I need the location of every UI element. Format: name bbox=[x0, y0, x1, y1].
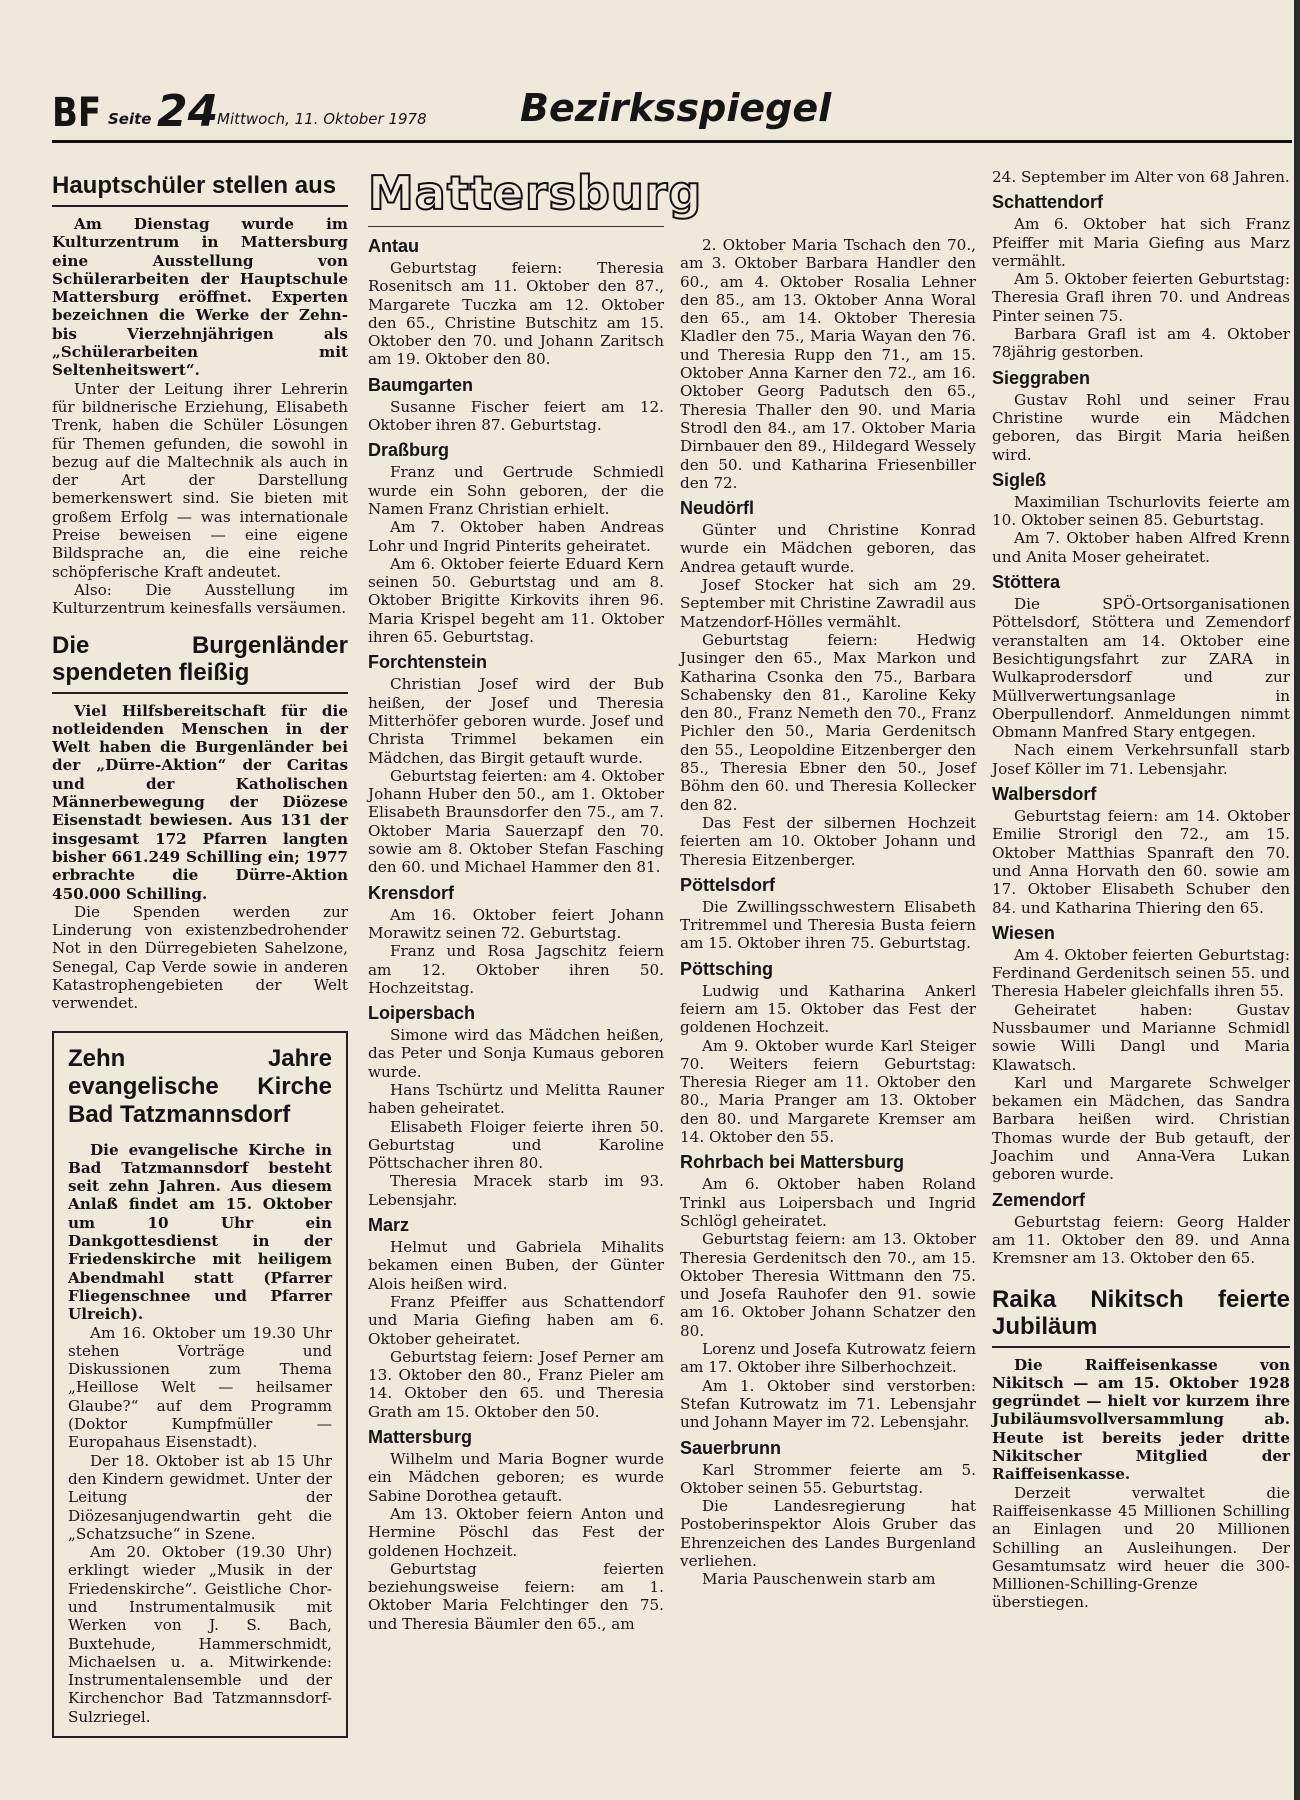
place-heading: Sauerbrunn bbox=[680, 1437, 782, 1458]
news-item: Am 6. Oktober feierte Eduard Kern seinen 50. Geburtstag und am 8. Oktober Brigitte Kirkovits ihren 96. Maria Krispel begeht am 11. Oktober ihren 65. Geburtstag. bbox=[368, 554, 664, 647]
place-heading: Sigleß bbox=[992, 469, 1047, 490]
news-item: Die Landesregierung hat Postoberinspektor Alois Gruber das Ehrenzeichen des Landes Burgenland verliehen. bbox=[680, 1497, 976, 1570]
headline-raika: Raika Nikitsch feierte Jubiläum bbox=[992, 1285, 1290, 1340]
news-item: Geburtstag feiern: am 13. Oktober Theresia Gerdenitsch den 70., am 15. Oktober Theresia Wittmann den 75. und Josefa Rauhofer den 91. sowie am 16. Oktober Johann Schatzer den 80. bbox=[680, 1230, 976, 1340]
news-item: Wilhelm und Maria Bogner wurde ein Mädchen geboren; es wurde Sabine Dorothea getauft. bbox=[368, 1450, 664, 1505]
news-item: Die Zwillingsschwestern Elisabeth Tritremmel und Theresia Busta feiern am 15. Oktober ihren 75. Geburtstag. bbox=[680, 897, 976, 953]
place-heading: Zemendorf bbox=[992, 1189, 1086, 1210]
header-rule bbox=[52, 140, 1292, 143]
article-lead: Am Dienstag wurde im Kulturzentrum in Mattersburg eine Ausstellung von Schülerarbeiten der Hauptschule Mattersburg eröffnet. Experten bezeichnen die Werke der Zehn- bis Vierzehnjährigen als „Schülerarbeiten mit Seltenheitswert“. bbox=[52, 215, 348, 380]
place-heading: Stöttera bbox=[992, 572, 1061, 593]
news-item: Barbara Grafl ist am 4. Oktober 78jährig gestorben. bbox=[992, 325, 1290, 362]
news-item: Helmut und Gabriela Mihalits bekamen einen Buben, der Günter Alois heißen wird. bbox=[368, 1238, 664, 1293]
news-item: Lorenz und Josefa Kutrowatz feiern am 17. Oktober ihre Silberhochzeit. bbox=[680, 1340, 976, 1377]
article-paragraph: Also: Die Ausstellung im Kulturzentrum keinesfalls versäumen. bbox=[52, 580, 348, 618]
headline-rule bbox=[52, 205, 348, 207]
article-lead: Die evangelische Kirche in Bad Tatzmannsdorf besteht seit zehn Jahren. Aus diesem Anlaß findet am 15. Oktober um 10 Uhr ein Dankgottesdienst in der Friedenskirche mit heiligem Abendmahl statt (Pfarrer Fliegenschnee und Pfarrer Ulreich). bbox=[68, 1140, 332, 1324]
news-item: Am 6. Oktober haben Roland Trinkl aus Loipersbach und Ingrid Schlögl geheiratet. bbox=[680, 1175, 976, 1230]
place-heading: Marz bbox=[368, 1215, 410, 1236]
page-header bbox=[52, 82, 1292, 146]
headline-burgenlaender: Die Burgenländer spendeten fleißig bbox=[52, 631, 348, 686]
article-paragraph: Am 16. Oktober um 19.30 Uhr stehen Vorträge und Diskussionen zum Thema „Heillose Welt — heilsamer Glaube?“ auf dem Programm (Doktor Kumpfmüller — Europahaus Eisenstadt). bbox=[68, 1323, 332, 1452]
news-item: Geburtstag feiern: Josef Perner am 13. Oktober den 80., Franz Pieler am 14. Oktober den 65. und Theresia Grath am 15. Oktober den 50. bbox=[368, 1347, 664, 1421]
news-item: Am 16. Oktober feiert Johann Morawitz seinen 72. Geburtstag. bbox=[368, 905, 664, 942]
news-item: Am 7. Oktober haben Alfred Krenn und Anita Moser geheiratet. bbox=[992, 529, 1290, 566]
news-item: Am 9. Oktober wurde Karl Steiger 70. Weiters feiern Geburtstag: Theresia Rieger am 11. Oktober den 80., Maria Pranger am 13. Oktober den 80. und Margarete Kremser am 14. Oktober den 55. bbox=[680, 1036, 976, 1147]
news-item: Christian Josef wird der Bub heißen, der Josef und Theresia Mitterhöfer geboren wurde. Josef und Christa Trimmel bekamen ein Mädchen, das Birgit getauft wurde. bbox=[368, 675, 664, 767]
news-item: Am 13. Oktober feiern Anton und Hermine Pöschl das Fest der goldenen Hochzeit. bbox=[368, 1504, 664, 1560]
article-lead: Die Raiffeisenkasse von Nikitsch — am 15. Oktober 1928 gegründet — hielt vor kurzem ihre Jubiläumsvollversammlung ab. Heute ist bereits jeder dritte Nikitscher Mitglied der Raiffeisenkasse. bbox=[992, 1355, 1290, 1484]
place-heading: Baumgarten bbox=[368, 374, 474, 395]
column-2 bbox=[368, 166, 703, 1633]
news-item: Franz Pfeiffer aus Schattendorf und Maria Giefing haben am 6. Oktober geheiratet. bbox=[368, 1292, 664, 1348]
news-item: Geburtstag feierten beziehungsweise feiern: am 1. Oktober Maria Felchtinger den 75. und Theresia Bäumler den 65., am bbox=[368, 1559, 664, 1633]
place-heading: Schattendorf bbox=[992, 192, 1104, 213]
article-lead: Viel Hilfsbereitschaft für die notleidenden Menschen in der Welt haben die Burgenländer bei der „Dürre-Aktion“ der Caritas und der Katholischen Männerbewegung der Diözese Eisenstadt bewiesen. Aus 131 der insgesamt 172 Pfarren langten bisher 661.249 Schilling ein; 1977 erbrachte die Dürre-Aktion 450.000 Schilling. bbox=[52, 701, 348, 903]
news-item: Geburtstag feiern: Georg Halder am 11. Oktober den 89. und Anna Kremsner am 13. Oktober den 65. bbox=[992, 1212, 1290, 1268]
news-item: Josef Stocker hat sich am 29. September mit Christine Zawradil aus Matzendorf-Hölles vermählt. bbox=[680, 576, 976, 631]
news-item: Geburtstag feierten: am 4. Oktober Johann Huber den 50., am 1. Oktober Elisabeth Braunsdorfer den 75., am 7. Oktober Maria Sauerzapf den 70. sowie am 8. Oktober Stefan Fasching den 60. und Michael Hammer den 81. bbox=[368, 766, 664, 877]
news-item: Geburtstag feiern: Hedwig Jusinger den 65., Max Markon und Katharina Csonka den 75., Barbara Schabensky den 81., Karoline Keky den 80., Franz Nemeth den 70., Franz Pichler den 50., Maria Gerdenitsch den 55., Leopoldine Eitzenberger den 85., Theresia Ebner den 50., Josef Böhm den 60. und Theresia Kollecker den 82. bbox=[680, 630, 976, 814]
news-item: Simone wird das Mädchen heißen, das Peter und Sonja Kumaus geboren wurde. bbox=[368, 1026, 664, 1081]
headline-hauptschueler: Hauptschüler stellen aus bbox=[52, 172, 337, 199]
page-label: Seite bbox=[108, 110, 152, 128]
news-item: Am 7. Oktober haben Andreas Lohr und Ingrid Pinterits geheiratet. bbox=[368, 518, 664, 555]
news-item: Am 4. Oktober feierten Geburtstag: Ferdinand Gerdenitsch seinen 55. und Theresia Habeler gleichfalls ihren 55. bbox=[992, 945, 1290, 1001]
place-heading: Loipersbach bbox=[368, 1003, 476, 1024]
news-item: Ludwig und Katharina Ankerl feiern am 15. Oktober das Fest der goldenen Hochzeit. bbox=[680, 981, 976, 1037]
news-item: Am 5. Oktober feierten Geburtstag: Theresia Grafl ihren 70. und Andreas Pinter seinen 75. bbox=[992, 270, 1290, 325]
issue-date: Mittwoch, 11. Oktober 1978 bbox=[217, 110, 427, 128]
masthead-rule bbox=[368, 226, 664, 227]
news-item: Geburtstag feiern: am 14. Oktober Emilie Strorigl den 72., am 15. Oktober Matthias Spanraft den 70. und Anna Horvath den 60. sowie am 17. Oktober Elisabeth Schuber den 84. und Katharina Thiering den 65. bbox=[992, 807, 1290, 917]
news-item: Das Fest der silbernen Hochzeit feierten am 10. Oktober Johann und Theresia Eitzenberger. bbox=[680, 813, 976, 869]
place-heading: Pöttelsdorf bbox=[680, 874, 776, 895]
column-3 bbox=[680, 236, 976, 1589]
news-item: Elisabeth Floiger feierte ihren 50. Geburtstag und Karoline Pöttschacher ihren 80. bbox=[368, 1117, 664, 1173]
news-item: 2. Oktober Maria Tschach den 70., am 3. Oktober Barbara Handler den 60., am 4. Oktober Rosalia Lehner den 85., am 13. Oktober Anna Woral den 65., am 14. Oktober Theresia Kladler den 75., Maria Wayan den 76. und Theresia Rupp den 71., am 15. Oktober Anna Karner den 72., am 16. Oktober Georg Padutsch den 65., Theresia Thaller den 90. und Maria Strodl den 84., am 17. Oktober Maria Dirnbauer den 89., Hildegard Wessely den 50. und Katharina Friesenbiller den 72. bbox=[680, 236, 976, 492]
news-item: Hans Tschürtz und Melitta Rauner haben geheiratet. bbox=[368, 1080, 664, 1118]
news-item: Gustav Rohl und seiner Frau Christine wurde ein Mädchen geboren, das Birgit Maria heißen wird. bbox=[992, 390, 1290, 464]
news-item: Geburtstag feiern: Theresia Rosenitsch am 11. Oktober den 87., Margarete Tuczka am 12. Oktober den 65., Christine Butschitz am 15. Oktober den 70. und Johann Zaritsch am 19. Oktober den 80. bbox=[368, 259, 664, 369]
article-paragraph: Am 20. Oktober (19.30 Uhr) erklingt wieder „Musik in der Friedenskirche“. Geistliche Chor- und Instrumentalmusik mit Werken von J. S. Bach, Buxtehude, Hammerschmidt, Michaelsen u. a. Mitwirkende: Instrumentalensemble und der Kirchenchor Bad Tatzmannsdorf-Sulzriegel. bbox=[68, 1543, 332, 1726]
masthead-mattersburg: Mattersburg bbox=[368, 166, 703, 220]
headline-rule bbox=[992, 1346, 1290, 1348]
place-heading: Mattersburg bbox=[368, 1427, 473, 1448]
column-4 bbox=[992, 168, 1290, 1612]
headline-evangelische-kirche: Zehn Jahre evangelische Kirche Bad Tatzmannsdorf bbox=[68, 1044, 332, 1128]
column-1 bbox=[52, 168, 348, 1738]
news-item: Karl Strommer feierte am 5. Oktober seinen 55. Geburtstag. bbox=[680, 1460, 976, 1497]
news-item: Am 1. Oktober sind verstorben: Stefan Kutrowatz im 71. Lebensjahr und Johann Mayer im 72. Lebensjahr. bbox=[680, 1376, 976, 1432]
news-item: Maximilian Tschurlovits feierte am 10. Oktober seinen 85. Geburtstag. bbox=[992, 492, 1290, 530]
headline-rule bbox=[52, 692, 348, 694]
news-item: Am 6. Oktober hat sich Franz Pfeiffer mit Maria Giefing aus Marz vermählt. bbox=[992, 215, 1290, 270]
place-heading: Draßburg bbox=[368, 440, 449, 461]
news-item: Geheiratet haben: Gustav Nussbaumer und Marianne Schmidl sowie Willi Dangl und Maria Klawatsch. bbox=[992, 1000, 1290, 1074]
news-item: Karl und Margarete Schwelger bekamen ein Mädchen, das Sandra Barbara heißen wird. Christian Thomas wurde der Bub getauft, der Joachim und Anna-Vera Lukan geboren wurde. bbox=[992, 1073, 1290, 1184]
place-heading: Neudörfl bbox=[680, 498, 754, 519]
place-heading: Antau bbox=[368, 236, 419, 256]
newspaper-logo: BF bbox=[52, 90, 102, 136]
news-item: Die SPÖ-Ortsorganisationen Pöttelsdorf, Stöttera und Zemendorf veranstalten am 14. Oktober eine Besichtigungsfahrt zur ZARA in Wulkaprodersdorf und zur Müllverwertungsanlage in Oberpullendorf. Anmeldungen nimmt Obmann Manfred Stary entgegen. bbox=[992, 595, 1290, 742]
boxed-article bbox=[52, 1031, 348, 1739]
place-heading: Walbersdorf bbox=[992, 784, 1097, 805]
news-item: Franz und Rosa Jagschitz feiern am 12. Oktober ihren 50. Hochzeitstag. bbox=[368, 942, 664, 997]
news-item: Franz und Gertrude Schmiedl wurde ein Sohn geboren, der die Namen Franz Christian erhielt. bbox=[368, 463, 664, 518]
place-heading: Krensdorf bbox=[368, 882, 455, 903]
article-paragraph: Derzeit verwaltet die Raiffeisenkasse 45 Millionen Schilling an Einlagen und 20 Millionen Schilling an Ausleihungen. Der Gesamtumsatz wird heuer die 300-Millionen-Schilling-Grenze überstiegen. bbox=[992, 1483, 1290, 1612]
article-paragraph: Der 18. Oktober ist ab 15 Uhr den Kindern gewidmet. Unter der Leitung der Diözesanjugendwartin geht die „Schatzsuche“ in Szene. bbox=[68, 1451, 332, 1543]
place-heading: Wiesen bbox=[992, 922, 1055, 943]
news-item: Nach einem Verkehrsunfall starb Josef Köller im 71. Lebensjahr. bbox=[992, 741, 1290, 778]
news-item: Theresia Mracek starb im 93. Lebensjahr. bbox=[368, 1172, 664, 1209]
place-heading: Rohrbach bei Mattersburg bbox=[680, 1152, 905, 1173]
news-item: 24. September im Alter von 68 Jahren. bbox=[992, 168, 1290, 186]
page-number: 24 bbox=[157, 86, 219, 137]
news-item: Susanne Fischer feiert am 12. Oktober ihren 87. Geburtstag. bbox=[368, 397, 664, 435]
article-paragraph: Die Spenden werden zur Linderung von existenzbedrohender Not in den Dürregebieten Sahelzone, Senegal, Cap Verde sowie in anderen Katastrophengebieten der Welt verwendet. bbox=[52, 902, 348, 1013]
place-heading: Pöttsching bbox=[680, 958, 773, 979]
page-edge bbox=[1294, 0, 1300, 1800]
news-item: Günter und Christine Konrad wurde ein Mädchen geboren, das Andrea getauft wurde. bbox=[680, 521, 976, 576]
news-item: Maria Pauschenwein starb am bbox=[702, 1570, 936, 1589]
place-heading: Sieggraben bbox=[992, 367, 1091, 388]
article-paragraph: Unter der Leitung ihrer Lehrerin für bildnerische Erziehung, Elisabeth Trenk, haben die Schüler Lösungen für Themen gefunden, die sowohl in bezug auf die Maltechnik als auch in der Art der Darstellung bemerkenswert sind. Sie bieten mit großem Erfolg — was internationale Preise beweisen — eine eigene Bildsprache an, die eine reiche schöpferische Kraft andeutet. bbox=[52, 379, 348, 581]
section-title: Bezirksspiegel bbox=[520, 86, 832, 130]
place-heading: Forchtenstein bbox=[368, 652, 488, 673]
